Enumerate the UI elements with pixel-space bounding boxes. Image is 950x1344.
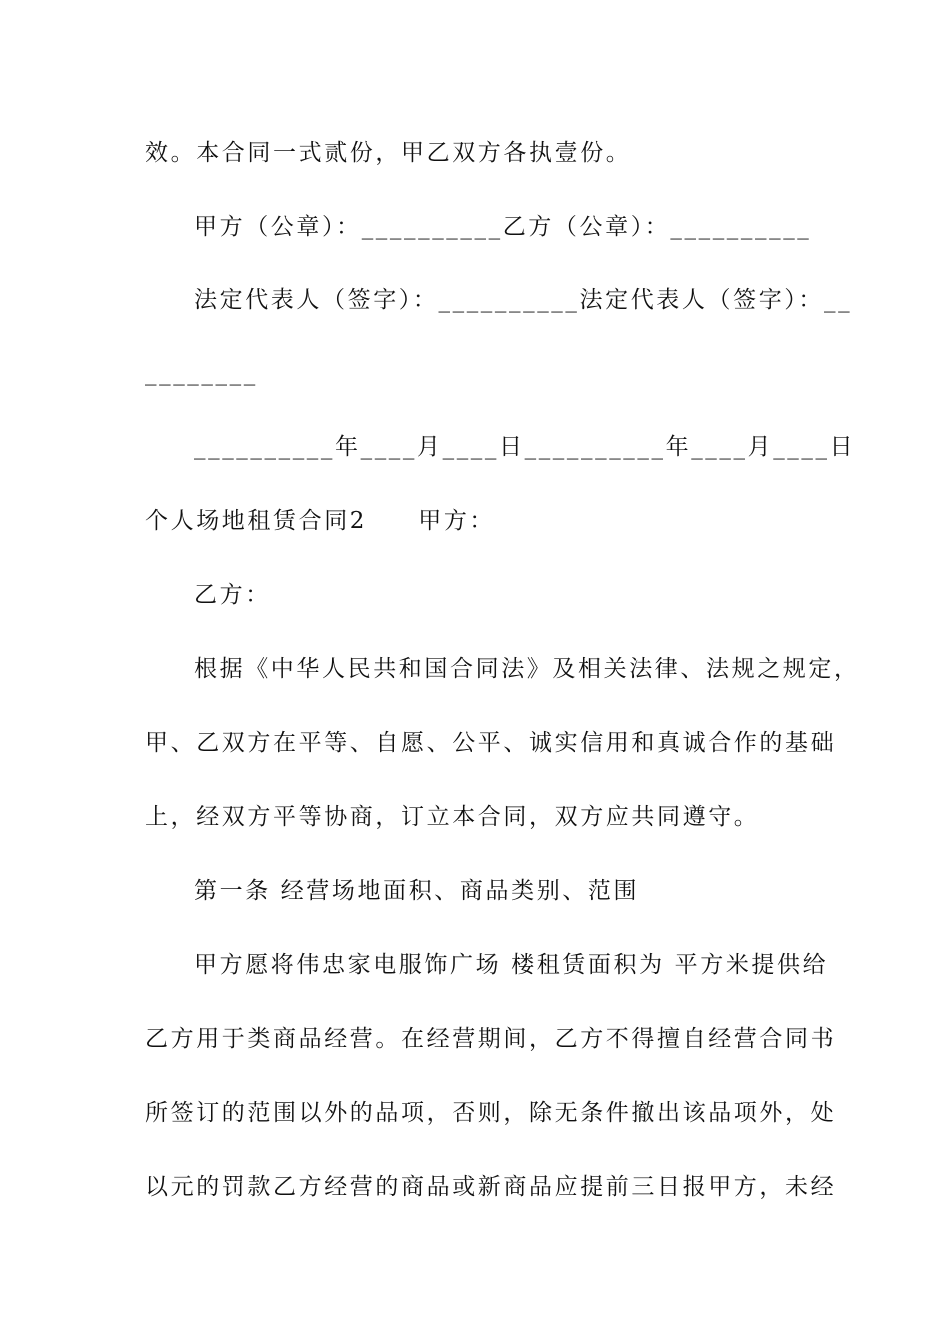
article-heading: 第一条 经营场地面积、商品类别、范围 — [194, 878, 640, 904]
party-b-line: 乙方： — [194, 582, 271, 608]
paragraph-line: 以元的罚款乙方经营的商品或新商品应提前三日报甲方，未经 — [145, 1174, 837, 1200]
paragraph-line: 甲、乙双方在平等、自愿、公平、诚实信用和真诚合作的基础 — [145, 730, 837, 756]
signature-representative-line: 法定代表人（签字）：__________法定代表人（签字）：__ — [194, 287, 853, 313]
paragraph-line: 乙方用于类商品经营。在经营期间，乙方不得擅自经营合同书 — [145, 1026, 837, 1052]
paragraph-line: 根据《中华人民共和国合同法》及相关法律、法规之规定， — [194, 656, 860, 682]
contract-title-line: 个人场地租赁合同2 甲方： — [145, 508, 496, 534]
paragraph-line: 甲方愿将伟忠家电服饰广场 楼租赁面积为 平方米提供给 — [194, 952, 829, 978]
paragraph-line: 上，经双方平等协商，订立本合同，双方应共同遵守。 — [145, 804, 760, 830]
text-line: 效。本合同一式贰份，甲乙双方各执壹份。 — [145, 140, 632, 166]
date-line: __________年____月____日__________年____月____日 — [194, 434, 856, 460]
signature-seal-line: 甲方（公章）：__________乙方（公章）：__________ — [194, 214, 812, 240]
signature-continuation-line: ________ — [145, 360, 258, 386]
paragraph-line: 所签订的范围以外的品项，否则，除无条件撤出该品项外，处 — [145, 1100, 837, 1126]
